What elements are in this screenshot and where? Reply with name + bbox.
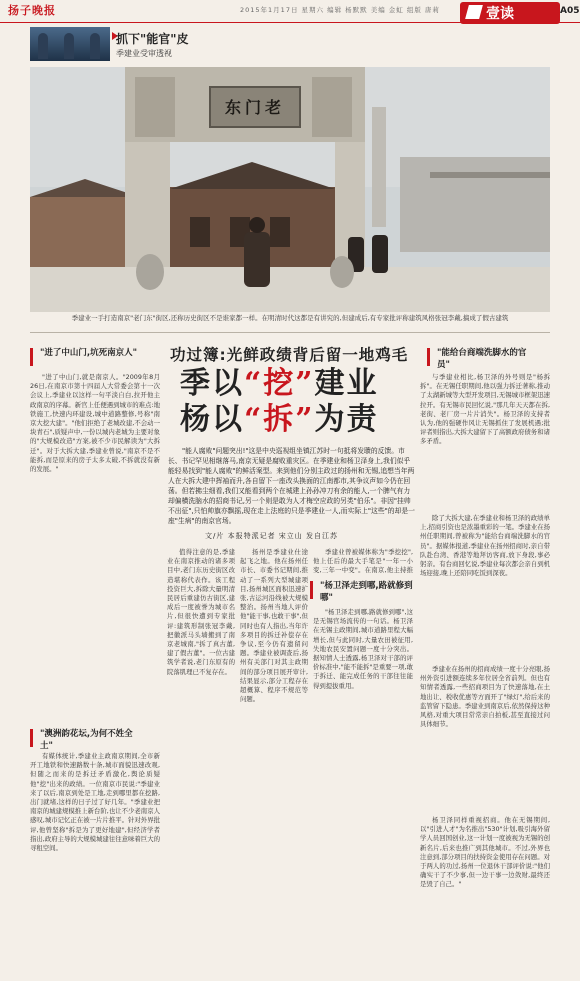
page-number: A05 xyxy=(560,6,580,16)
body-col-5c: 季建业在扬州的招商成绩一度十分亮眼,扬州外资引进额连续多年位居全省前列。但也有知情者透露,一些招商项目为了快速落地,在土地出让、税收优惠等方面开了"绿灯",给后来的监管留下隐患。季建业到南京后,依然保持这种风格,对重大项目常常亲自拍板,甚至直接过问具体细节。 xyxy=(420,665,550,729)
article-headline: 季以“挖”建业 杨以“拆”为责 xyxy=(180,366,379,437)
series-subtitle: 季建业受审透视 xyxy=(116,49,172,58)
subhead-mid: "杨卫泽走到哪,路就修到哪" xyxy=(320,580,415,604)
article-lead: "能人腐败"问题突出!"这是中央巡视组坐镇江苏时一句抵将发聩的反馈。市长、书记罕见相继落马,南京无疑是腐败重灾区。在季建业和杨卫泽身上,我们似乎能轻易找到"能人腐败"的鲜活案型。来到他们分别主政过的扬州和无锡,追想当年两人在大拆大建中挥袖而升,各自留下一座改头换面的江南都市,其争议声如今仍在回荡。但若拂尘细看,我们又能看到两个在城建上孙孙冲刀有余的能人,一个脾气有力却偏横洗脑水的招商书记,另一个则是敢为人才梅空应政的另类"伯乐"。非因"挂帅不出征",只怕帅旗亦飘摇,现在走上法庭的只是季建业一人,而实际上"这些"的却是一座"生病"的南京官场。 xyxy=(168,447,415,525)
body-col-5b: 除了大拆大建,在季建业和杨卫泽的政绩单上,招商引资也是浓墨重彩的一笔。季建业在扬州任职期间,曾被称为"能给台商端洗脚水的官员"。据媒体报道,季建业在扬州招商时,亲自带队赴台湾、香港等地拜访客商,放下身段,事必躬亲。有台商回忆说,季建业每次都会亲自到机场迎接,晚上还陪同吃饭到深夜。 xyxy=(420,514,550,578)
series-thumbnail xyxy=(30,27,110,61)
body-col-4b: "杨卫泽走到哪,路就修到哪",这是无锡官场流传的一句话。杨卫泽在无锡主政期间,城市道路里程大幅增长,但与此同时,大量农田被征用,失地农民安置问题一度十分突出。据知情人士透露,杨卫泽对干部的评价标准中,"能不能拆"是重要一项,敢于拆迁、能完成任务的干部往往能得到提拔重用。 xyxy=(313,608,413,690)
divider-1 xyxy=(30,332,550,333)
body-col-1b: 有媒体统计,季建业主政南京期间,全市新开工地铁和快速路数十条,城市面貌迅速改观,但随之而来的是拆迁矛盾激化,舆论质疑他"挖"出来的政绩。一位南京市民说:"季建业来了以后,南京到处是工地,走到哪里都在挖路,出门就堵,这样的日子过了好几年。"季建业把南京的城建规模推上新台阶,也让不少老南京人感叹,城市记忆正在被一片片推平。针对外界批评,他曾坚称"拆是为了更好地建",但经济学者指出,政府主导的大规模城建往往意味着巨大的寻租空间。 xyxy=(30,752,160,853)
body-col-1a: "进了中山门,就是南京人。"2009年8月26日,在南京市第十四届人大常委会第十一次会议上,季建业以这样一句平淡自白,拉开他主政南京的序幕。新官上任便遇到城市的难点:地铁施工,快速内环建设,城中道路整修,号称"南京大挖大建"。"他们拒绝了老城改建,不会动一块青石",质疑声中,一份以城内老城为主要对象的"大规模改造"方案,被不少市民解读为"大拆迁"。对于大拆大建,季建业曾说,"南京不是不能拆,而是原来的房子太多太破,不拆就没有新的发展。" xyxy=(30,373,160,474)
section-tag: 壹读 xyxy=(486,6,514,22)
subhead-right: "能给台商端洗脚水的官员" xyxy=(437,347,537,371)
photo-caption: 季建业一手打造南京"老门东"街区,还称历史街区不是谁家都一样。在明清时代这都是有讲究的,但建成后,有专家批评称建筑风格张冠李戴,搞成了假古建筑 xyxy=(71,314,509,322)
series-title: 抓下"能官"皮 xyxy=(116,32,189,46)
top-rule xyxy=(0,22,580,23)
subhead-left-2: "澳洲韵花坛,为何不姓全土" xyxy=(40,728,135,752)
body-col-5a: 与季建业相比,杨卫泽的外号则是"杨拆拆"。在无锡任职期间,他以强力拆迁著称,推动了太湖新城等大型开发项目,无锡城市框架迅速拉开。有无锡市民回忆说,"那几年天天都在拆,老街、老厂房一片片消失"。杨卫泽的支持者认为,他的强硬作风让无锡抓住了发展机遇;批评者则指出,大拆大建留下了高额政府债务和诸多矛盾。 xyxy=(420,373,550,446)
article-byline: 文/片 本报特派记者 宋立山 发自江苏 xyxy=(205,532,339,540)
gate-plaque-text: 东门老 xyxy=(224,98,285,117)
main-photo xyxy=(30,67,550,312)
newspaper-brand: 扬子晚报 xyxy=(8,4,56,17)
subhead-left-1: "进了中山门,坑死南京人" xyxy=(40,347,150,359)
body-col-3: 扬州是季建业仕途起飞之地。他在扬州任市长、市委书记期间,推动了一系列大型城建项目,扬州城区面积迅速扩张,古运河沿线被大规模整治。扬州当地人评价他"能干事,也敢干事",但同时也有人指出,当年许多项目的拆迁补偿存在争议,至今仍有遗留问题。季建业被调查后,扬州有关部门对其主政期间的部分项目展开审计,结果显示,部分工程存在超概算、程序不规范等问题。 xyxy=(240,548,308,704)
body-col-4: 季建业曾被媒体称为"季挖挖",他上任后的最大手笔是"一年一小变,三年一中变"。在南京,他主持推 xyxy=(313,548,413,575)
body-col-2: 值得注意的是,季建业在南京推动的诸多项目中,老门东历史街区改造堪称代表作。该工程投资巨大,拆除大量明清民居后重建仿古街区,建成后一度被誉为城市名片,但很快遭到专家批评:建筑形制张冠李戴,把徽派马头墙搬到了南京老城南,"拆了真古董,建了假古董"。一位古建筑学者说,老门东原有的院落肌理已不复存在。 xyxy=(167,548,235,676)
issue-meta: 2015年1月17日 星期六 编辑 杨默默 美编 金虹 组版 唐莉 xyxy=(240,6,440,14)
article-kicker: 功过簿:光鲜政绩背后留一地鸡毛 xyxy=(170,346,409,364)
body-col-5d: 杨卫泽同样重视招商。他在无锡期间,以"引进人才"为名推出"530"计划,吸引海外留学人员回国创业,这一计划一度被视为无锡的创新名片,后来也推广到其他城市。不过,外界也注意到,部分项目的扶持资金使用存在问题。对于两人的功过,扬州一位退休干部评价说:"他们确实干了不少事,但一边干事一边敛财,最终还是毁了自己。" xyxy=(420,816,550,889)
